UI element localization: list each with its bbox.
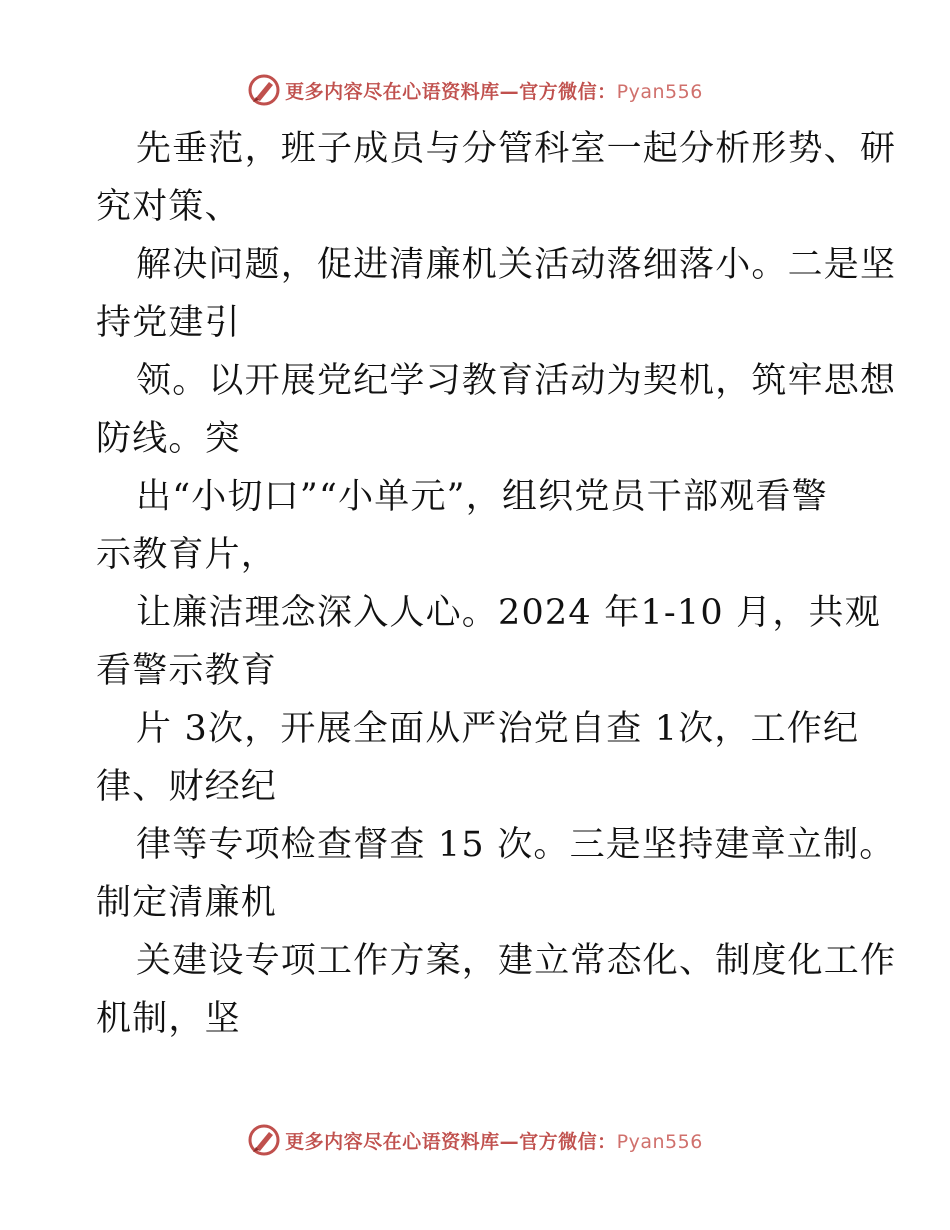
text-line: 解决问题，促进清廉机关活动落细落小。二是坚 bbox=[136, 245, 897, 285]
text-line: 片 3次，开展全面从严治党自查 1次，工作纪 bbox=[136, 709, 860, 749]
document-body bbox=[96, 120, 897, 1048]
text-line: 防线。突 bbox=[96, 419, 241, 459]
watermark-id: Pyan556 bbox=[616, 80, 703, 103]
watermark-prefix: 更多内容尽在心语资料库—官方微信： bbox=[285, 1130, 617, 1153]
footer-watermark bbox=[0, 1120, 950, 1160]
text-line: 律等专项检查督查 15 次。三是坚持建章立制。 bbox=[136, 825, 896, 865]
pen-logo-icon bbox=[247, 1123, 281, 1157]
text-line: 出“小切口”“小单元”，组织党员干部观看警 bbox=[136, 477, 828, 517]
text-line: 机制，坚 bbox=[96, 999, 241, 1039]
header-watermark bbox=[0, 70, 950, 110]
text-line: 先垂范，班子成员与分管科室一起分析形势、研 bbox=[136, 129, 897, 169]
watermark-prefix: 更多内容尽在心语资料库—官方微信： bbox=[285, 80, 617, 103]
text-line: 示教育片， bbox=[96, 535, 278, 575]
text-line: 让廉洁理念深入人心。2024 年1-10 月，共观 bbox=[136, 593, 881, 633]
text-line: 看警示教育 bbox=[96, 651, 278, 691]
text-line: 持党建引 bbox=[96, 303, 241, 343]
watermark-id: Pyan556 bbox=[616, 1130, 703, 1153]
text-line: 关建设专项工作方案，建立常态化、制度化工作 bbox=[136, 941, 897, 981]
text-line: 律、财经纪 bbox=[96, 767, 278, 807]
text-line: 领。以开展党纪学习教育活动为契机，筑牢思想 bbox=[136, 361, 897, 401]
text-line: 制定清廉机 bbox=[96, 883, 278, 923]
text-line: 究对策、 bbox=[96, 187, 241, 227]
pen-logo-icon bbox=[247, 73, 281, 107]
